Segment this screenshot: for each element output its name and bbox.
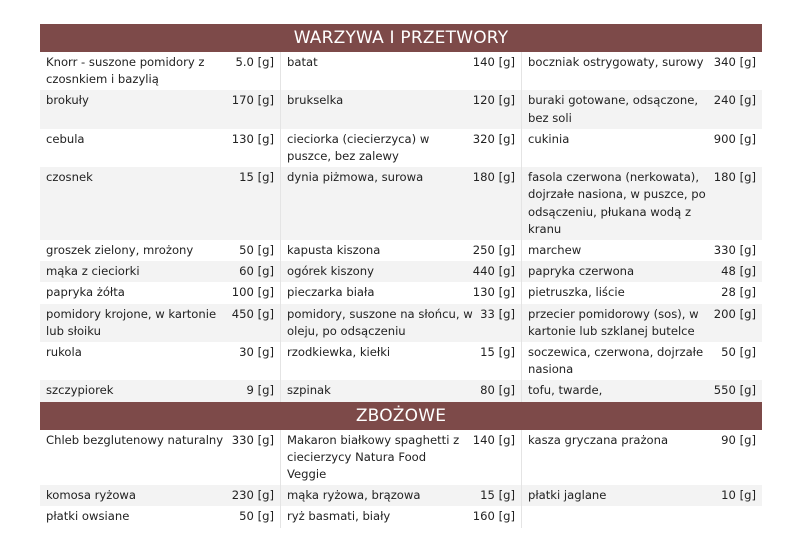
item-quantity: 140 [g] bbox=[472, 432, 515, 447]
item-name: fasola czerwona (nerkowata), dojrzałe nasiona, w puszce, po odsączeniu, płukana wodą z kranu bbox=[528, 170, 706, 236]
section-table bbox=[40, 52, 762, 402]
item-name: dynia piżmowa, surowa bbox=[287, 170, 424, 185]
item-name: brokuły bbox=[46, 93, 89, 108]
item-quantity: 50 [g] bbox=[721, 345, 756, 360]
item-quantity: 330 [g] bbox=[231, 432, 274, 447]
item-quantity: 50 [g] bbox=[239, 243, 274, 258]
table-cell bbox=[521, 129, 762, 167]
item-quantity: 440 [g] bbox=[472, 264, 515, 279]
item-quantity: 5.0 [g] bbox=[235, 55, 274, 69]
table-cell bbox=[40, 240, 280, 261]
table-cell bbox=[40, 129, 280, 167]
item-name: papryka żółta bbox=[46, 285, 125, 300]
item-quantity: 330 [g] bbox=[713, 243, 756, 258]
item-quantity: 250 [g] bbox=[472, 243, 515, 258]
item-quantity: 180 [g] bbox=[472, 170, 515, 185]
table-cell bbox=[280, 506, 521, 527]
item-name: szpinak bbox=[287, 383, 331, 398]
item-quantity: 10 [g] bbox=[721, 488, 756, 503]
item-quantity: 550 [g] bbox=[713, 383, 756, 398]
table-cell bbox=[521, 240, 762, 261]
section-table bbox=[40, 430, 762, 528]
section-header: ZBOŻOWE bbox=[40, 402, 762, 430]
item-name: kasza gryczana prażona bbox=[528, 432, 669, 447]
item-name: Makaron białkowy spaghetti z ciecierzycy Natura Food Veggie bbox=[287, 432, 460, 482]
table-cell bbox=[521, 52, 762, 90]
table-cell bbox=[280, 240, 521, 261]
table-cell bbox=[521, 304, 762, 342]
item-name bbox=[528, 508, 756, 525]
item-name: boczniak ostrygowaty, surowy bbox=[528, 55, 704, 69]
sections-container bbox=[40, 16, 762, 528]
item-quantity: 140 [g] bbox=[472, 55, 515, 69]
table-cell bbox=[40, 261, 280, 282]
item-quantity: 28 [g] bbox=[721, 285, 756, 300]
table-cell bbox=[280, 167, 521, 240]
table-cell bbox=[280, 129, 521, 167]
item-quantity: 100 [g] bbox=[231, 285, 274, 300]
table-cell bbox=[280, 52, 521, 90]
table-cell bbox=[280, 380, 521, 401]
table-cell bbox=[280, 342, 521, 380]
item-quantity: 15 [g] bbox=[480, 345, 515, 360]
table-cell bbox=[280, 304, 521, 342]
item-quantity: 130 [g] bbox=[472, 285, 515, 300]
item-quantity: 900 [g] bbox=[713, 131, 756, 146]
item-name: czosnek bbox=[46, 170, 93, 185]
top-spacer bbox=[40, 16, 762, 24]
item-name: mąka z cieciorki bbox=[46, 264, 140, 279]
item-quantity: 200 [g] bbox=[713, 306, 756, 321]
item-name: pomidory krojone, w kartonie lub słoiku bbox=[46, 306, 217, 338]
table-cell bbox=[40, 90, 280, 128]
item-name: Knorr - suszone pomidory z czosnkiem i bazylią bbox=[46, 55, 205, 87]
item-name: rzodkiewka, kiełki bbox=[287, 345, 391, 360]
table-cell bbox=[280, 430, 521, 486]
table-cell bbox=[521, 430, 762, 486]
item-name: groszek zielony, mrożony bbox=[46, 243, 194, 258]
table-cell bbox=[521, 282, 762, 303]
item-quantity: 48 [g] bbox=[721, 264, 756, 279]
item-name: cebula bbox=[46, 131, 85, 146]
item-name: marchew bbox=[528, 243, 582, 258]
item-name: pomidory, suszone na słońcu, w oleju, po odsączeniu bbox=[287, 306, 473, 338]
table-cell bbox=[40, 52, 280, 90]
item-name: batat bbox=[287, 55, 318, 69]
item-quantity: 50 [g] bbox=[239, 509, 274, 524]
item-quantity: 170 [g] bbox=[231, 93, 274, 108]
table-cell bbox=[521, 90, 762, 128]
table-cell bbox=[280, 485, 521, 506]
table-cell bbox=[40, 304, 280, 342]
item-quantity: 130 [g] bbox=[231, 131, 274, 146]
item-quantity: 240 [g] bbox=[713, 93, 756, 108]
table-cell bbox=[280, 261, 521, 282]
item-quantity: 160 [g] bbox=[472, 509, 515, 524]
item-name: rukola bbox=[46, 345, 82, 360]
item-quantity: 450 [g] bbox=[231, 306, 274, 321]
item-quantity: 180 [g] bbox=[713, 170, 756, 185]
table-cell bbox=[40, 342, 280, 380]
item-quantity: 15 [g] bbox=[480, 488, 515, 503]
item-quantity: 15 [g] bbox=[239, 170, 274, 185]
item-name: płatki owsiane bbox=[46, 509, 130, 524]
item-quantity: 9 [g] bbox=[246, 383, 274, 398]
table-cell bbox=[40, 430, 280, 486]
item-name: cieciorka (ciecierzyca) w puszce, bez zalewy bbox=[287, 131, 430, 164]
table-cell bbox=[40, 485, 280, 506]
item-name: kapusta kiszona bbox=[287, 243, 381, 258]
item-name: przecier pomidorowy (sos), w kartonie lub szklanej butelce bbox=[528, 306, 699, 338]
item-name: ryż basmati, biały bbox=[287, 509, 391, 524]
item-name: cukinia bbox=[528, 131, 570, 146]
item-quantity: 120 [g] bbox=[472, 93, 515, 108]
table-cell bbox=[521, 261, 762, 282]
item-name: Chleb bezglutenowy naturalny bbox=[46, 432, 224, 447]
table-cell bbox=[40, 167, 280, 240]
item-quantity: 33 [g] bbox=[480, 306, 515, 321]
item-name: pieczarka biała bbox=[287, 285, 375, 300]
table-cell bbox=[40, 380, 280, 401]
item-name: ogórek kiszony bbox=[287, 264, 374, 279]
item-name: komosa ryżowa bbox=[46, 488, 137, 503]
item-name: mąka ryżowa, brązowa bbox=[287, 488, 421, 503]
table-cell bbox=[280, 282, 521, 303]
shopping-list-page bbox=[40, 16, 762, 528]
item-quantity: 60 [g] bbox=[239, 264, 274, 279]
table-cell bbox=[521, 167, 762, 240]
table-cell bbox=[521, 342, 762, 380]
item-name: pietruszka, liście bbox=[528, 285, 625, 300]
item-quantity: 80 [g] bbox=[480, 383, 515, 398]
table-cell bbox=[521, 380, 762, 401]
item-quantity: 30 [g] bbox=[239, 345, 274, 360]
section-header: WARZYWA I PRZETWORY bbox=[40, 24, 762, 52]
table-cell bbox=[40, 506, 280, 527]
item-name: brukselka bbox=[287, 93, 344, 108]
item-quantity: 90 [g] bbox=[721, 432, 756, 447]
table-cell bbox=[521, 485, 762, 506]
table-cell bbox=[521, 506, 762, 527]
item-quantity: 230 [g] bbox=[231, 488, 274, 503]
item-name: szczypiorek bbox=[46, 383, 114, 398]
item-name: papryka czerwona bbox=[528, 264, 635, 279]
item-name: buraki gotowane, odsączone, bez soli bbox=[528, 93, 699, 125]
item-quantity: 340 [g] bbox=[713, 55, 756, 69]
item-quantity: 320 [g] bbox=[472, 131, 515, 146]
table-cell bbox=[40, 282, 280, 303]
item-name: płatki jaglane bbox=[528, 488, 607, 503]
table-cell bbox=[280, 90, 521, 128]
item-name: tofu, twarde, bbox=[528, 383, 603, 398]
item-name: soczewica, czerwona, dojrzałe nasiona bbox=[528, 345, 704, 377]
